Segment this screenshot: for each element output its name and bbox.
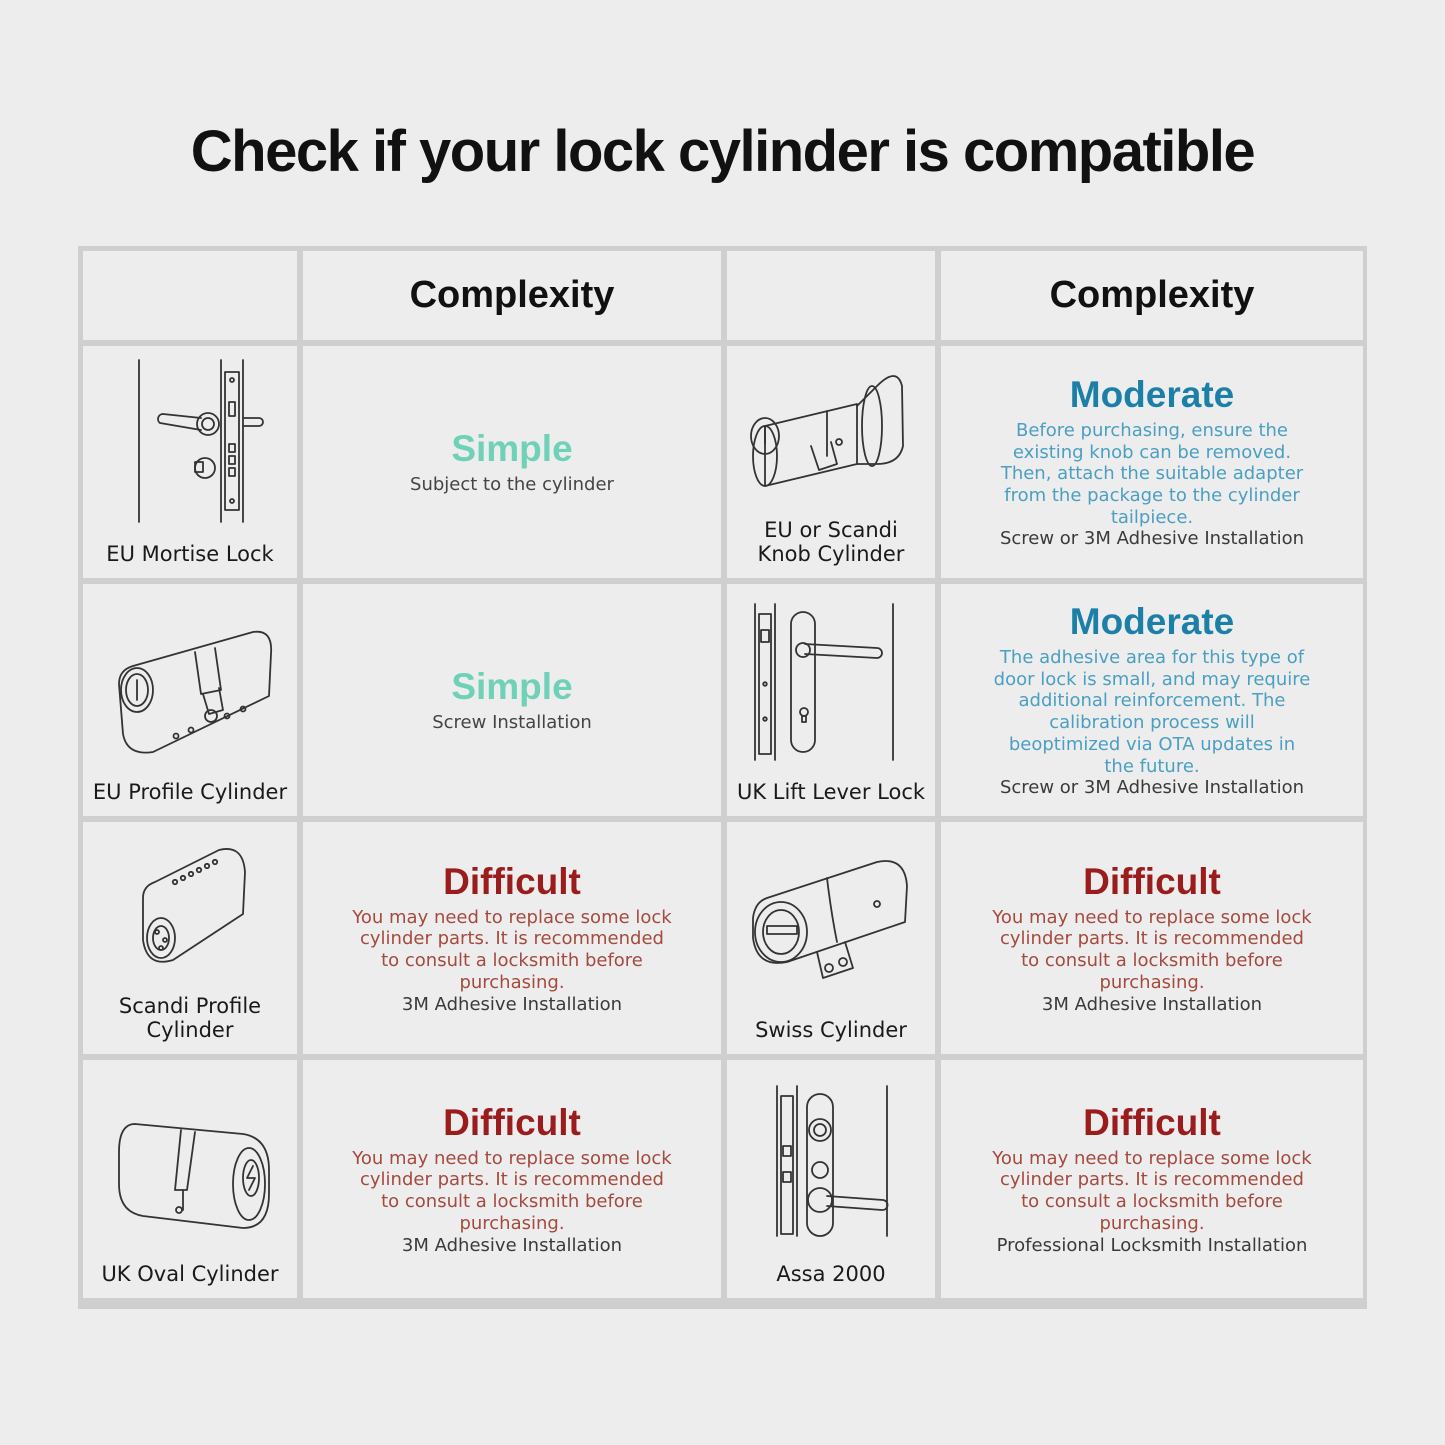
complexity-description: The adhesive area for this type of door lock is small, and may require additional reinforcement. The calibration process will beoptimized via OTA updates in the future. xyxy=(993,647,1311,777)
installation-method: Professional Locksmith Installation xyxy=(996,1234,1308,1256)
compatibility-table xyxy=(78,246,1367,1309)
complexity-level: Difficult xyxy=(443,860,581,902)
page-title: Check if your lock cylinder is compatible xyxy=(190,119,1255,184)
swiss-cylinder-icon xyxy=(727,822,935,992)
installation-method: 3M Adhesive Installation xyxy=(401,993,623,1015)
lock-name: EU Mortise Lock xyxy=(106,542,274,566)
installation-method: Screw or 3M Adhesive Installation xyxy=(999,528,1305,550)
lock-cell-eu-profile xyxy=(83,584,297,816)
lock-name: Swiss Cylinder xyxy=(755,1018,907,1042)
complexity-cell-scandi-profile xyxy=(303,822,721,1054)
uk-lift-lever-lock-icon xyxy=(727,584,935,764)
installation-method: Subject to the cylinder xyxy=(410,474,614,496)
knob-cylinder-icon xyxy=(727,346,935,516)
complexity-level: Moderate xyxy=(1069,373,1235,415)
complexity-description: You may need to replace some lock cylinder parts. It is recommended to consult a locksmith before purchasing. xyxy=(352,906,672,993)
complexity-level: Difficult xyxy=(1083,860,1221,902)
complexity-description: You may need to replace some lock cylinder parts. It is recommended to consult a locksmith before purchasing. xyxy=(352,1147,672,1234)
complexity-description: You may need to replace some lock cylinder parts. It is recommended to consult a locksmith before purchasing. xyxy=(992,1147,1312,1234)
lock-cell-eu-mortise xyxy=(83,346,297,578)
complexity-level: Moderate xyxy=(1069,601,1235,643)
scandi-profile-cylinder-icon xyxy=(83,822,297,992)
lock-cell-uk-oval xyxy=(83,1060,297,1298)
lock-cell-knob-cylinder xyxy=(727,346,935,578)
lock-name: UK Lift Lever Lock xyxy=(736,780,926,804)
installation-method: Screw Installation xyxy=(432,712,592,734)
complexity-cell-assa-2000 xyxy=(941,1060,1363,1298)
installation-method: Screw or 3M Adhesive Installation xyxy=(999,777,1305,799)
eu-profile-cylinder-icon xyxy=(83,584,297,774)
complexity-cell-eu-profile xyxy=(303,584,721,816)
complexity-level: Difficult xyxy=(1083,1101,1221,1143)
lock-cell-swiss-cylinder xyxy=(727,822,935,1054)
header-complexity-2: Complexity xyxy=(941,251,1363,340)
lock-name: Scandi Profile Cylinder xyxy=(118,994,262,1042)
eu-mortise-lock-icon xyxy=(83,346,297,526)
installation-method: 3M Adhesive Installation xyxy=(1041,993,1263,1015)
header-empty-cell-1 xyxy=(83,251,297,340)
complexity-cell-uk-oval xyxy=(303,1060,721,1298)
lock-cell-scandi-profile xyxy=(83,822,297,1054)
complexity-description: You may need to replace some lock cylinder parts. It is recommended to consult a locksmith before purchasing. xyxy=(992,906,1312,993)
lock-name: EU or Scandi Knob Cylinder xyxy=(757,518,905,566)
lock-cell-uk-lift-lever xyxy=(727,584,935,816)
installation-method: 3M Adhesive Installation xyxy=(401,1234,623,1256)
complexity-level: Simple xyxy=(451,666,573,708)
assa-2000-icon xyxy=(727,1060,935,1240)
complexity-level: Simple xyxy=(451,428,573,470)
lock-name: UK Oval Cylinder xyxy=(101,1262,279,1286)
complexity-cell-uk-lift-lever xyxy=(941,584,1363,816)
lock-name: EU Profile Cylinder xyxy=(92,780,288,804)
complexity-cell-knob-cylinder xyxy=(941,346,1363,578)
lock-cell-assa-2000 xyxy=(727,1060,935,1298)
complexity-cell-eu-mortise xyxy=(303,346,721,578)
uk-oval-cylinder-icon xyxy=(83,1060,297,1240)
header-empty-cell-2 xyxy=(727,251,935,340)
complexity-cell-swiss-cylinder xyxy=(941,822,1363,1054)
header-complexity-1: Complexity xyxy=(303,251,721,340)
complexity-description: Before purchasing, ensure the existing knob can be removed. Then, attach the suitable adapter from the package to the cylinder tailpiece. xyxy=(1000,419,1304,528)
complexity-level: Difficult xyxy=(443,1101,581,1143)
lock-name: Assa 2000 xyxy=(776,1262,886,1286)
